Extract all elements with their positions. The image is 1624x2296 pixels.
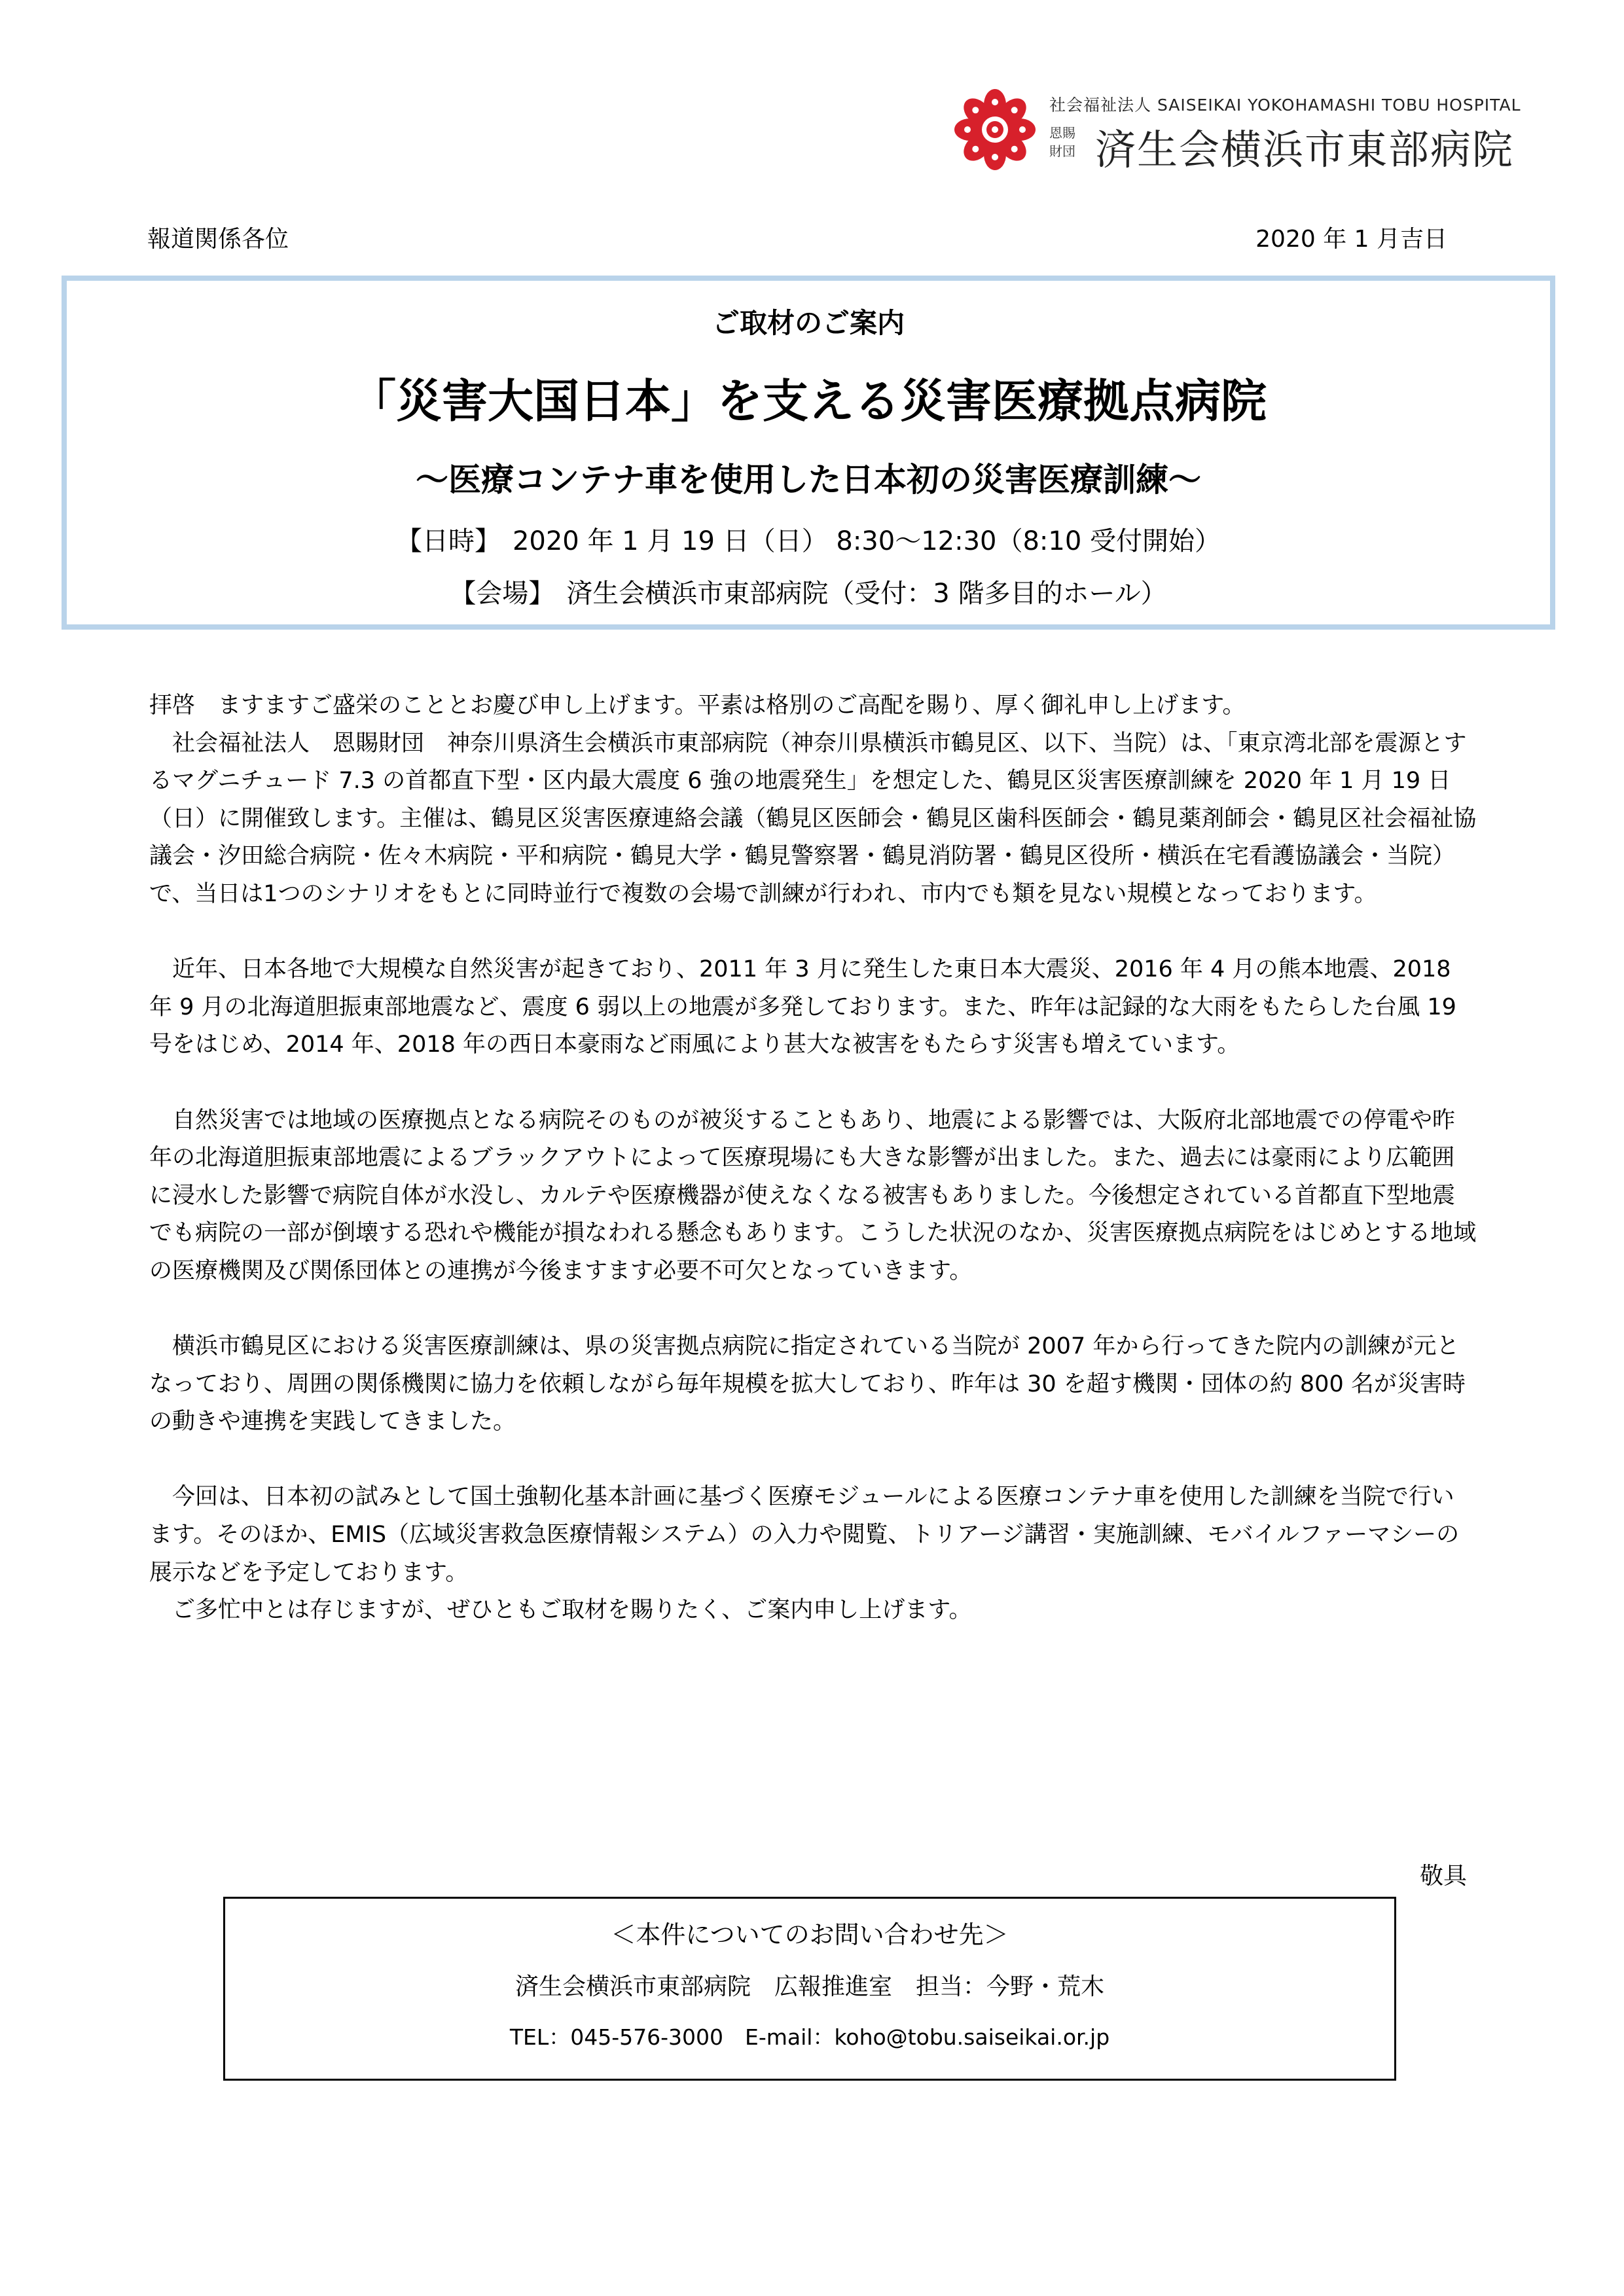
paragraph-gap <box>149 1291 1477 1329</box>
paragraph-hospital-impact: 自然災害では地域の医療拠点となる病院そのものが被災することもあり、地震による影響では、大阪府北部地震での停電や昨年の北海道胆振東部地震によるブラックアウトによって医療現場にも大きな影響が出ました。また、過去には豪雨により広範囲に浸水した影響で病院自体が水没し、カルテや医療機器が使えなくなる被害もありました。今後想定されている首都直下型地震でも病院の一部が倒壊する恐れや機能が損なわれる懸念もあります。こうした状況のなか、災害医療拠点病院をはじめとする地域の医療機関及び関係団体との連携が今後ますます必要不可欠となっていきます。 <box>149 1107 1477 1284</box>
hospital-logo <box>952 87 1542 172</box>
headline-subtitle: ～医療コンテナ車を使用した日本初の災害医療訓練～ <box>416 461 1201 499</box>
contact-phone-email: TEL：045-576-3000 E-mail：koho@tobu.saiseikai.or.jp <box>509 2024 1110 2050</box>
contact-heading: ＜本件についてのお問い合わせ先＞ <box>611 1920 1009 1949</box>
paragraph-greeting: 拝啓 ますますご盛栄のこととお慶び申し上げます。平素は格別のご高配を賜り、厚く御礼申し上げます。 <box>149 692 1246 719</box>
event-venue <box>67 573 1550 610</box>
event-datetime-label: 【日時】 <box>395 526 501 556</box>
paragraph-gap <box>149 914 1477 952</box>
event-datetime <box>67 520 1550 558</box>
logo-english-name: 社会福祉法人 SAISEIKAI YOKOHAMASHI TOBU HOSPITAL <box>1049 96 1521 115</box>
headline-kicker: ご取材のご案内 <box>712 307 905 339</box>
event-venue-label: 【会場】 <box>450 579 555 609</box>
logo-japanese-name: 済生会横浜市東部病院 <box>1095 126 1515 173</box>
closing-salutation: 敬具 <box>1419 1863 1467 1890</box>
addressee: 報道関係各位 <box>147 226 289 253</box>
saiseikai-emblem-icon <box>952 87 1038 172</box>
paragraph-gap <box>149 1441 1477 1479</box>
paragraph-gap <box>149 1064 1477 1102</box>
paragraph-this-year: 今回は、日本初の試みとして国土強靭化基本計画に基づく医療モジュールによる医療コンテナ車を使用した訓練を当院で行います。そのほか、EMIS（広域災害救急医療情報システム）の入力や閲覧、トリアージ講習・実施訓練、モバイルファーマシーの展示などを予定しております。 <box>149 1484 1460 1586</box>
paragraph-training-history: 横浜市鶴見区における災害医療訓練は、県の災害拠点病院に指定されている当院が 2007 年から行ってきた院内の訓練が元となっており、周囲の関係機関に協力を依頼しながら毎年規模を拡大しており、昨年は 30 を超す機関・団体の約 800 名が災害時の動きや連携を実践してきました。 <box>149 1333 1466 1435</box>
event-datetime-value: 2020 年 1 月 19 日（日） 8:30～12:30（8:10 受付開始） <box>512 526 1221 556</box>
paragraph-recent-disasters: 近年、日本各地で大規模な自然災害が起きており、2011 年 3 月に発生した東日本大震災、2016 年 4 月の熊本地震、2018 年 9 月の北海道胆振東部地震など、震度 6 弱以上の地震が多発しております。また、昨年は記録的な大雨をもたらした台風 19 号をはじめ、2014 年、2018 年の西日本豪雨など雨風により甚大な被害をもたらす災害も増えています。 <box>149 956 1456 1058</box>
issue-date: 2020 年 1 月吉日 <box>1255 226 1447 253</box>
paragraph-overview: 社会福祉法人 恩賜財団 神奈川県済生会横浜市東部病院（神奈川県横浜市鶴見区、以下、当院）は、「東京湾北部を震源とするマグニチュード 7.3 の首都直下型・区内最大震度 6 強の地震発生」を想定した、鶴見区災害医療訓練を 2020 年 1 月 19 日（日）に開催致します。主催は、鶴見区災害医療連絡会議（鶴見区医師会・鶴見区歯科医師会・鶴見薬剤師会・鶴見区社会福祉協議会・汐田総合病院・佐々木病院・平和病院・鶴見大学・鶴見警察署・鶴見消防署・鶴見区役所・横浜在宅看護協議会・当院）で、当日は1つのシナリオをもとに同時並行で複数の会場で訓練が行われ、市内でも類を見ない規模となっております。 <box>149 730 1477 907</box>
contact-box <box>223 1897 1396 2081</box>
body-text <box>149 687 1477 1630</box>
contact-organization: 済生会横浜市東部病院 広報推進室 担当：今野・荒木 <box>514 1973 1104 2000</box>
event-venue-value: 済生会横浜市東部病院（受付：3 階多目的ホール） <box>566 579 1167 609</box>
headline-title: 「災害大国日本」を支える災害医療拠点病院 <box>350 374 1267 428</box>
paragraph-request: ご多忙中とは存じますが、ぜひともご取材を賜りたく、ご案内申し上げます。 <box>172 1597 972 1624</box>
headline-box <box>62 276 1555 630</box>
logo-foundation-label: 恩賜財団 <box>1049 125 1075 159</box>
